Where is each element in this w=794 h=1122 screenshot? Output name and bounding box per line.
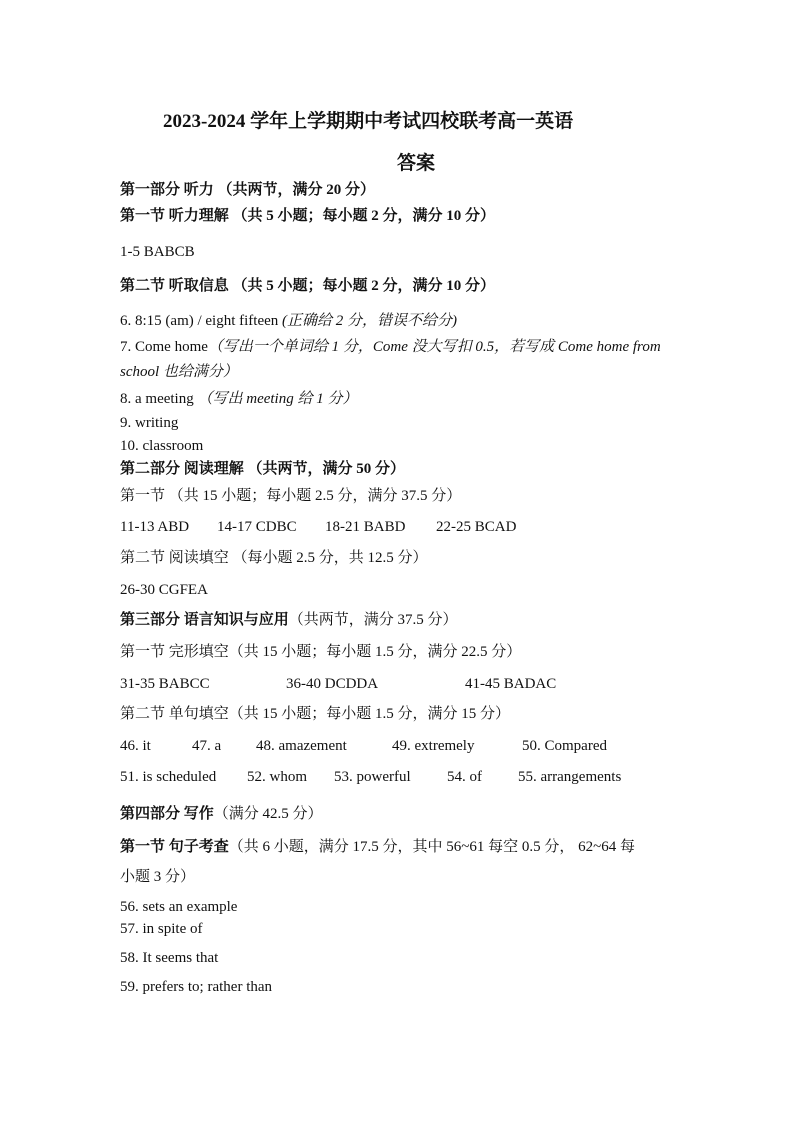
answer-q59: 59. prefers to; rather than [120,979,273,995]
answer-q7-note: （写出一个单词给 1 分，Come 没大写扣 0.5，若写成 Come home from [207,339,661,355]
part1-section2-heading: 第二节 听取信息 （共 5 小题；每小题 2 分，满分 10 分） [120,278,496,294]
answer-item: 46. it [120,738,151,754]
document-subtitle: 答案 [397,153,436,174]
part3-section2-row1 [120,736,680,756]
answer-q8 [120,389,357,409]
answer-item: 51. is scheduled [120,769,217,785]
part1-section1-heading: 第一节 听力理解 （共 5 小题；每小题 2 分，满分 10 分） [120,208,496,224]
answer-q6-note: (正确给 2 分，错误不给分) [282,313,458,329]
answer-q8-note: （写出 meeting 给 1 分） [197,391,358,407]
part3-section2-heading: 第二节 单句填空（共 15 小题；每小题 1.5 分，满分 15 分） [120,706,511,722]
answer-q7-note-continued: school 也给满分） [120,364,238,380]
answer-item: 52. whom [247,769,307,785]
document-title: 2023-2024 学年上学期期中考试四校联考高一英语 [163,111,574,132]
answer-group: 41-45 BADAC [465,676,557,692]
part2-section2-heading: 第二节 阅读填空 （每小题 2.5 分，共 12.5 分） [120,550,428,566]
part4-heading [120,804,323,824]
answer-q6 [120,311,457,331]
part4-section1-heading [120,837,635,857]
answer-item: 48. amazement [256,738,347,754]
answer-item: 50. Compared [522,738,607,754]
answer-item: 54. of [447,769,482,785]
answer-q7-text: 7. Come home [120,339,208,355]
part3-section2-row2 [120,767,680,787]
part2-section1-answers [120,517,680,537]
answer-group: 18-21 BABD [325,519,406,535]
part3-heading-bold: 第三部分 语言知识与应用 [120,612,289,628]
part2-section2-answers: 26-30 CGFEA [120,582,208,598]
answer-group: 11-13 ABD [120,519,190,535]
part4-section1-heading-bold: 第一节 句子考查 [120,839,229,855]
part4-heading-rest: （满分 42.5 分） [213,806,323,822]
part3-heading [120,610,458,630]
part4-section1-heading-rest: （共 6 小题，满分 17.5 分，其中 56~61 每空 0.5 分， 62~64 每 [228,839,635,855]
answer-q8-text: 8. a meeting [120,391,198,407]
part3-section1-answers [120,674,680,694]
part3-section1-heading: 第一节 完形填空（共 15 小题；每小题 1.5 分，满分 22.5 分） [120,644,522,660]
answer-q58: 58. It seems that [120,950,219,966]
part3-heading-rest: （共两节，满分 37.5 分） [288,612,458,628]
answer-q10: 10. classroom [120,438,204,454]
answer-q7 [120,337,661,357]
answer-group: 22-25 BCAD [436,519,517,535]
part2-section1-heading: 第一节 （共 15 小题；每小题 2.5 分，满分 37.5 分） [120,488,462,504]
answer-q56: 56. sets an example [120,899,238,915]
answer-q6-text: 6. 8:15 (am) / eight fifteen [120,313,283,329]
part1-heading: 第一部分 听力 （共两节，满分 20 分） [120,182,376,198]
part4-section1-heading-continued: 小题 3 分） [120,869,196,885]
answer-item: 53. powerful [334,769,411,785]
part1-section1-answers: 1-5 BABCB [120,244,195,260]
part4-heading-bold: 第四部分 写作 [120,806,214,822]
answer-item: 47. a [192,738,222,754]
answer-group: 31-35 BABCC [120,676,210,692]
answer-group: 36-40 DCDDA [286,676,379,692]
answer-item: 49. extremely [392,738,475,754]
part2-heading: 第二部分 阅读理解 （共两节，满分 50 分） [120,461,406,477]
answer-q9: 9. writing [120,415,179,431]
answer-item: 55. arrangements [518,769,622,785]
answer-q57: 57. in spite of [120,921,203,937]
answer-group: 14-17 CDBC [217,519,297,535]
